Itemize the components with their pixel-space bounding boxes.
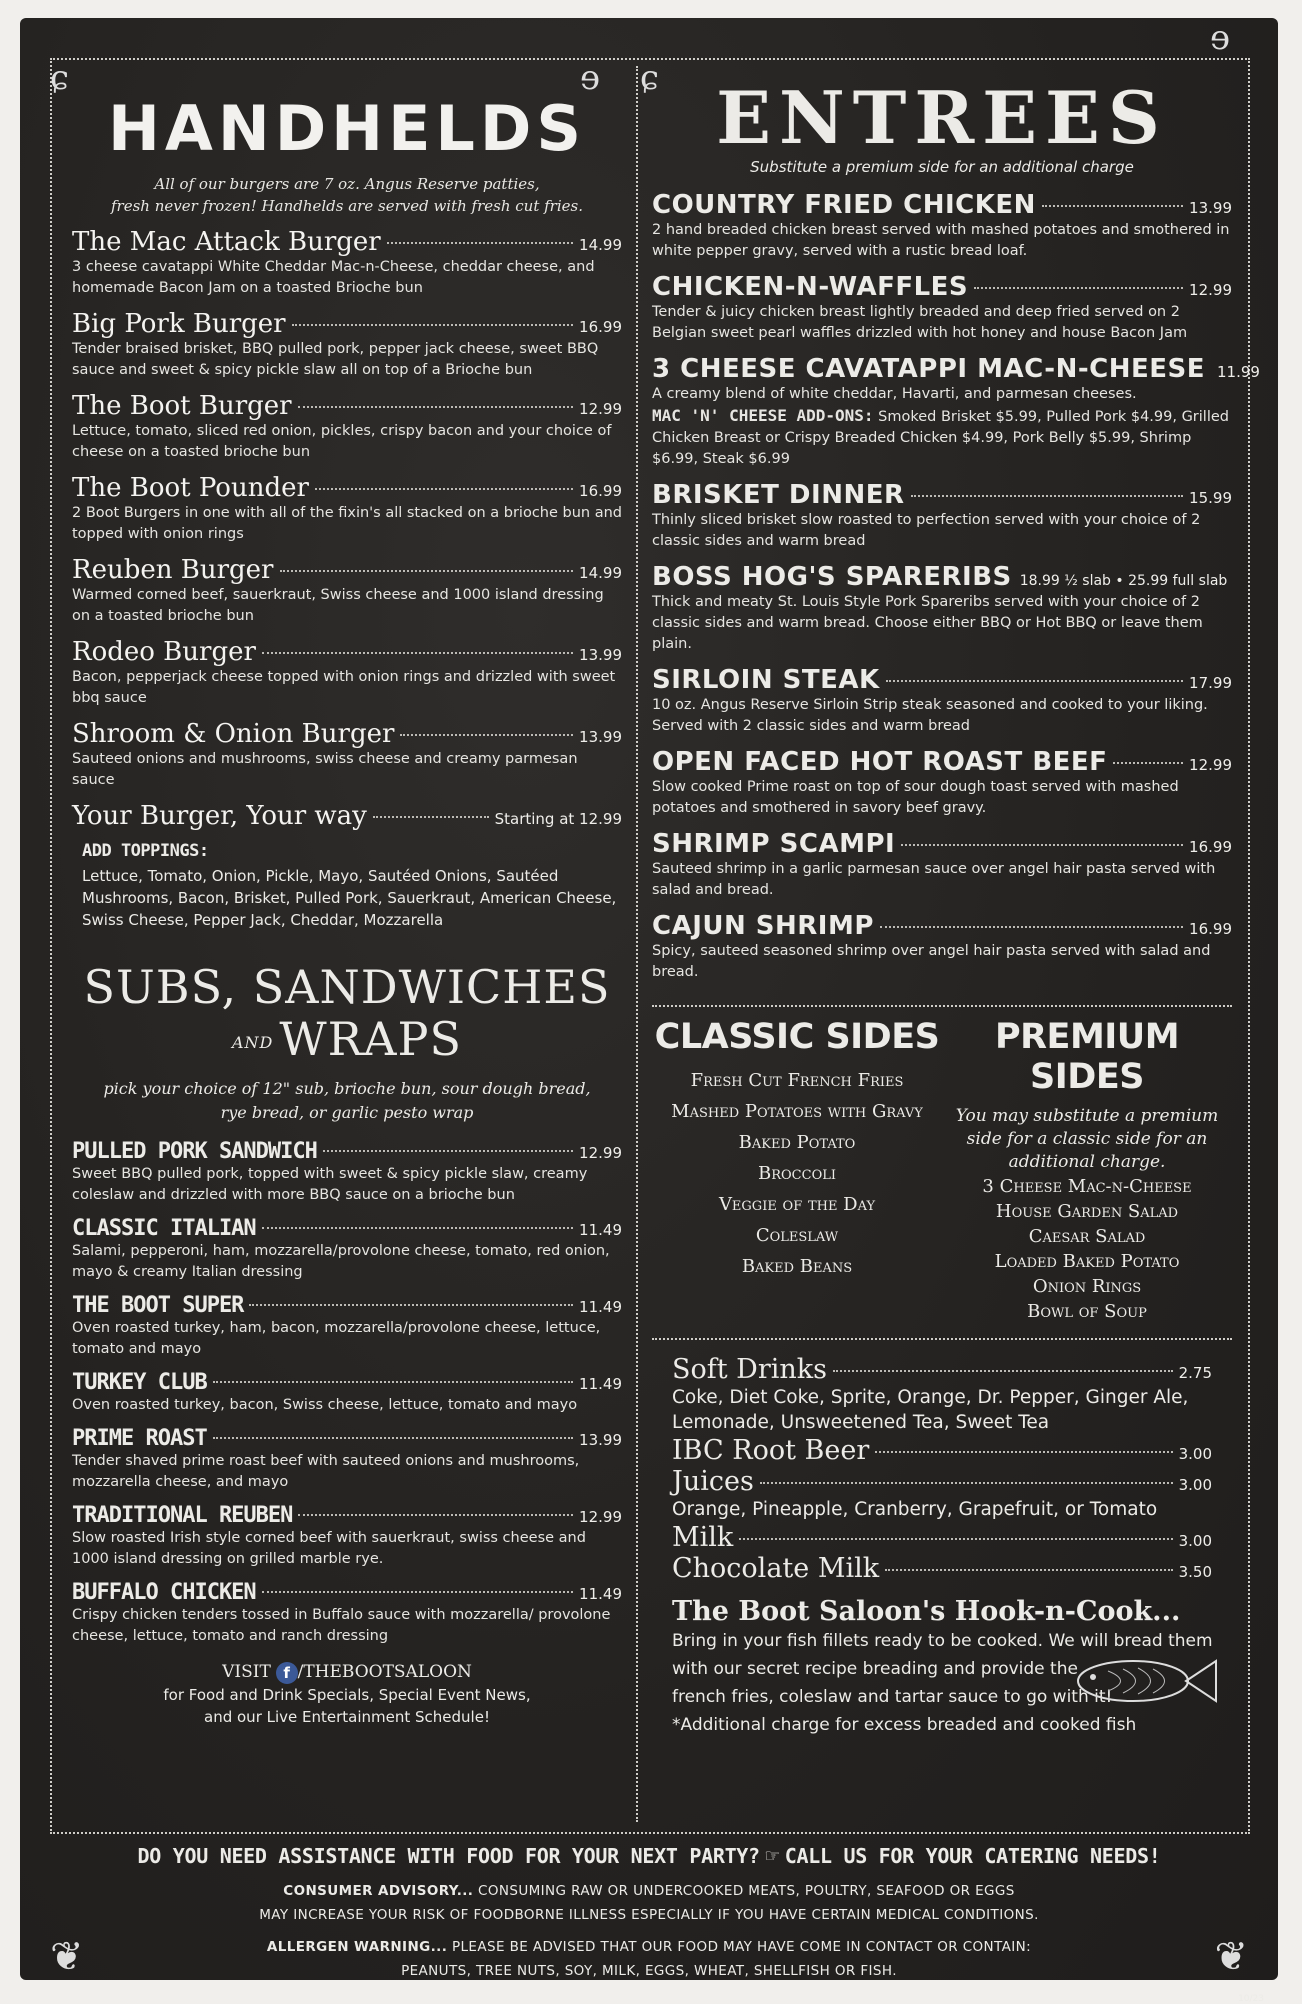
leader-dots xyxy=(315,487,573,490)
intro-line: rye bread, or garlic pesto wrap xyxy=(220,1103,474,1122)
leader-dots xyxy=(213,1380,573,1383)
item-name: Reuben Burger xyxy=(72,555,274,585)
item-name: Rodeo Burger xyxy=(72,637,256,667)
side-item: Coleslaw xyxy=(755,1225,839,1246)
item-name: THE BOOT SUPER xyxy=(72,1293,244,1318)
menu-item xyxy=(72,1139,622,1206)
sides-section xyxy=(652,1005,1232,1324)
right-column xyxy=(652,58,1260,1739)
item-name: TRADITIONAL REUBEN xyxy=(72,1503,293,1528)
item-price: 16.99 xyxy=(1189,920,1232,938)
visit-prefix: VISIT xyxy=(222,1662,271,1682)
leader-dots xyxy=(1042,204,1183,207)
menu-item xyxy=(652,829,1232,901)
item-price: 13.99 xyxy=(1189,199,1232,217)
handhelds-intro xyxy=(72,173,622,217)
drink-price: 3.00 xyxy=(1178,1476,1212,1494)
item-desc: Sauteed shrimp in a garlic parmesan sauce over angel hair pasta served with salad and bread. xyxy=(652,861,1216,898)
catering-question: DO YOU NEED ASSISTANCE WITH FOOD FOR YOUR NEXT PARTY? xyxy=(137,1844,760,1868)
toppings-heading: ADD TOPPINGS: xyxy=(82,841,209,861)
item-price: 16.99 xyxy=(579,318,622,336)
item-desc: Slow cooked Prime roast on top of sour dough toast served with mashed potatoes and smothered in savory beef gravy. xyxy=(652,779,1179,816)
side-item: Baked Beans xyxy=(741,1256,853,1277)
item-desc: Tender & juicy chicken breast lightly breaded and deep fried served on 2 Belgian sweet pearl waffles drizzled with hot honey and house Bacon Jam xyxy=(652,304,1188,341)
menu-item xyxy=(72,1503,622,1570)
premium-sides-title: PREMIUM SIDES xyxy=(994,1017,1180,1097)
menu-item xyxy=(652,354,1260,470)
item-name: TURKEY CLUB xyxy=(72,1370,207,1395)
flourish-icon: ɘ xyxy=(580,58,601,98)
menu-item xyxy=(652,480,1232,552)
subs-intro xyxy=(72,1077,622,1125)
leader-dots xyxy=(880,925,1183,928)
item-name: CHICKEN-N-WAFFLES xyxy=(652,272,969,302)
drink-price: 3.00 xyxy=(1178,1532,1212,1550)
handhelds-title: HANDHELDS xyxy=(107,92,587,165)
item-price: 11.49 xyxy=(579,1298,622,1316)
drink-price: 3.50 xyxy=(1178,1563,1212,1581)
item-price: 12.99 xyxy=(1189,281,1232,299)
item-price: 16.99 xyxy=(579,482,622,500)
item-price: 12.99 xyxy=(1189,756,1232,774)
drink-desc: Coke, Diet Coke, Sprite, Orange, Dr. Pepper, Ginger Ale, Lemonade, Unsweetened Tea, Sweet Tea xyxy=(672,1387,1189,1433)
menu-item xyxy=(72,1580,622,1647)
leader-dots xyxy=(262,1226,573,1229)
side-item: Caesar Salad xyxy=(1028,1226,1146,1247)
item-name: OPEN FACED HOT ROAST BEEF xyxy=(652,747,1108,777)
toppings-list: Lettuce, Tomato, Onion, Pickle, Mayo, Sautéed Onions, Sautéed Mushrooms, Bacon, Brisket, Pulled Pork, Sauerkraut, American Cheese, Swiss Cheese, Pepper Jack, Cheddar, Mozzarella xyxy=(82,867,617,929)
menu-item xyxy=(652,562,1232,655)
advisory-text: CONSUMING RAW OR UNDERCOOKED MEATS, POULTRY, SEAFOOD OR EGGS xyxy=(478,1883,1015,1899)
side-item: Broccoli xyxy=(758,1163,836,1184)
menu-item xyxy=(652,665,1232,737)
addons xyxy=(652,405,1232,470)
item-name: PULLED PORK SANDWICH xyxy=(72,1139,317,1164)
visit-line: and our Live Entertainment Schedule! xyxy=(204,1707,490,1726)
item-desc: Warmed corned beef, sauerkraut, Swiss cheese and 1000 island dressing on a toasted brioche bun xyxy=(72,587,604,624)
item-price: 11.49 xyxy=(579,1375,622,1393)
leader-dots xyxy=(1113,761,1183,764)
item-price: 12.99 xyxy=(579,1144,622,1162)
drink-name: Soft Drinks xyxy=(672,1354,827,1385)
item-desc: Tender shaved prime roast beef with sauteed onions and mushrooms, mozzarella cheese, and mayo xyxy=(72,1453,580,1490)
menu-item xyxy=(72,1370,622,1416)
flourish-icon: ɕ xyxy=(50,58,70,98)
hook-line: with our secret recipe breading and provide the xyxy=(672,1659,1078,1679)
item-price: 17.99 xyxy=(1189,674,1232,692)
item-name: PRIME ROAST xyxy=(72,1426,207,1451)
item-price: 14.99 xyxy=(579,236,622,254)
facebook-icon[interactable]: f xyxy=(276,1662,298,1684)
item-price: Starting at 12.99 xyxy=(494,810,622,828)
item-name: COUNTRY FRIED CHICKEN xyxy=(652,190,1036,220)
menu-item xyxy=(72,719,622,791)
leader-dots xyxy=(833,1369,1173,1372)
left-column xyxy=(72,78,622,1728)
item-name: Big Pork Burger xyxy=(72,309,286,339)
item-price: 11.99 xyxy=(1216,363,1260,381)
menu-item xyxy=(72,309,622,381)
allergen-label: ALLERGEN WARNING... xyxy=(266,1939,448,1955)
item-name: 3 CHEESE CAVATAPPI MAC-N-CHEESE xyxy=(652,354,1205,384)
classic-sides xyxy=(652,1017,942,1324)
item-price: 11.49 xyxy=(579,1221,622,1239)
column-divider xyxy=(636,66,638,1822)
leader-dots xyxy=(400,733,573,736)
and-word: AND xyxy=(232,1033,274,1052)
drink-price: 3.00 xyxy=(1178,1445,1212,1463)
item-desc: Spicy, sauteed seasoned shrimp over angel hair pasta served with salad and bread. xyxy=(652,943,1211,980)
fish-icon xyxy=(1068,1651,1218,1711)
item-name: SHRIMP SCAMPI xyxy=(652,829,896,859)
item-desc: Sweet BBQ pulled pork, topped with sweet & spicy pickle slaw, creamy coleslaw and drizzled with more BBQ sauce on a brioche bun xyxy=(72,1166,588,1203)
subs-title-line xyxy=(72,1013,622,1069)
entrees-subtitle: Substitute a premium side for an additional charge xyxy=(750,158,1134,176)
footer xyxy=(20,1844,1278,2004)
menu-item xyxy=(652,190,1232,262)
leader-dots xyxy=(262,651,573,654)
side-item: Mashed Potatoes with Gravy xyxy=(671,1101,923,1122)
item-price: 18.99 ½ slab • 25.99 full slab xyxy=(1019,573,1228,589)
leader-dots xyxy=(213,1436,573,1439)
hook-title: The Boot Saloon's Hook-n-Cook... xyxy=(672,1596,1181,1627)
side-item: 3 Cheese Mac-n-Cheese xyxy=(982,1176,1192,1197)
item-desc: Salami, pepperoni, ham, mozzarella/provolone cheese, tomato, red onion, mayo & creamy Italian dressing xyxy=(72,1243,610,1280)
leader-dots xyxy=(373,815,489,818)
drink-name: Chocolate Milk xyxy=(672,1553,880,1584)
menu-item xyxy=(652,272,1232,344)
allergen-text: PLEASE BE ADVISED THAT OUR FOOD MAY HAVE COME IN CONTACT OR CONTAIN: xyxy=(451,1939,1032,1955)
facebook-handle[interactable]: /THEBOOTSALOON xyxy=(297,1662,472,1682)
item-price: 13.99 xyxy=(579,646,622,664)
item-name: The Boot Pounder xyxy=(72,473,309,503)
classic-sides-title: CLASSIC SIDES xyxy=(654,1017,940,1057)
subs-title-line: SUBS, SANDWICHES xyxy=(83,960,611,1014)
pointing-hand-icon: ☞ xyxy=(765,1844,779,1869)
premium-note: You may substitute a premium side for a classic side for an additional charge. xyxy=(955,1106,1219,1172)
leader-dots xyxy=(875,1450,1172,1453)
flourish-icon: ɘ xyxy=(1210,18,1231,58)
item-name: CLASSIC ITALIAN xyxy=(72,1216,256,1241)
leader-dots xyxy=(911,494,1184,497)
item-name: Your Burger, Your way xyxy=(72,801,367,831)
menu-board xyxy=(20,18,1278,2004)
entrees-title: ENTREES xyxy=(716,75,1168,160)
addons-heading: MAC 'N' CHEESE ADD-ONS: xyxy=(652,406,874,425)
menu-item xyxy=(72,1426,622,1493)
item-desc: 2 Boot Burgers in one with all of the fixin's all stacked on a brioche bun and topped with onion rings xyxy=(72,505,622,542)
subs-title xyxy=(72,961,622,1069)
item-price: 13.99 xyxy=(579,1431,622,1449)
leader-dots xyxy=(885,1568,1172,1571)
drink-name: Milk xyxy=(672,1522,734,1553)
leader-dots xyxy=(298,1513,573,1516)
premium-sides xyxy=(942,1017,1232,1324)
item-desc: Oven roasted turkey, ham, bacon, mozzarella/provolone cheese, lettuce, tomato and mayo xyxy=(72,1320,601,1357)
hook-line: Bring in your fish fillets ready to be cooked. We will bread them xyxy=(672,1631,1213,1651)
side-item: Veggie of the Day xyxy=(718,1194,876,1215)
advisory-label: CONSUMER ADVISORY... xyxy=(283,1883,474,1899)
item-name: BUFFALO CHICKEN xyxy=(72,1580,256,1605)
item-desc: Tender braised brisket, BBQ pulled pork, pepper jack cheese, sweet BBQ sauce and sweet & spicy pickle slaw all on top of a Brioche bun xyxy=(72,341,599,378)
item-price: 11.49 xyxy=(579,1585,622,1603)
side-item: Loaded Baked Potato xyxy=(994,1251,1180,1272)
leader-dots xyxy=(974,286,1183,289)
advisory-text: MAY INCREASE YOUR RISK OF FOODBORNE ILLNESS ESPECIALLY IF YOU HAVE CERTAIN MEDICAL CONDITIONS. xyxy=(259,1907,1039,1923)
menu-item xyxy=(72,637,622,709)
leader-dots xyxy=(760,1481,1173,1484)
leader-dots xyxy=(901,843,1183,846)
item-name: BOSS HOG'S SPARERIBS xyxy=(652,562,1012,592)
menu-item xyxy=(72,473,622,545)
flourish-icon: ɕ xyxy=(640,58,660,98)
item-price: 16.99 xyxy=(1189,838,1232,856)
drink-price: 2.75 xyxy=(1178,1364,1212,1382)
addons-list: Smoked Brisket $5.99, Pulled Pork $4.99, Grilled Chicken Breast or Crispy Breaded Chicken $4.99, Pork Belly $5.99, Shrimp $6.99, Steak $6.99 xyxy=(652,409,1229,467)
item-name: BRISKET DINNER xyxy=(652,480,905,510)
scroll-ornament-icon: ❦ xyxy=(50,1934,84,1980)
leader-dots xyxy=(886,679,1183,682)
item-desc: Thick and meaty St. Louis Style Pork Spareribs served with your choice of 2 classic sides and warm bread. Choose either BBQ or Hot BBQ or leave them plain. xyxy=(652,594,1203,652)
leader-dots xyxy=(249,1303,573,1306)
menu-item xyxy=(652,911,1232,983)
item-desc: 2 hand breaded chicken breast served with mashed potatoes and smothered in white pepper gravy, served with a rustic bread loaf. xyxy=(652,222,1230,259)
leader-dots xyxy=(739,1537,1172,1540)
item-desc: 10 oz. Angus Reserve Sirloin Strip steak seasoned and cooked to your liking. Served with 2 classic sides and warm bread xyxy=(652,697,1208,734)
menu-item xyxy=(72,801,622,831)
drink-name: IBC Root Beer xyxy=(672,1435,870,1466)
item-price: 14.99 xyxy=(579,564,622,582)
leader-dots xyxy=(262,1590,573,1593)
allergen-text: PEANUTS, TREE NUTS, SOY, MILK, EGGS, WHEAT, SHELLFISH OR FISH. xyxy=(401,1963,897,1979)
item-desc: 3 cheese cavatappi White Cheddar Mac-n-Cheese, cheddar cheese, and homemade Bacon Jam on a toasted Brioche bun xyxy=(72,259,595,296)
item-desc: Crispy chicken tenders tossed in Buffalo sauce with mozzarella/ provolone cheese, lettuce, tomato and ranch dressing xyxy=(72,1607,611,1644)
menu-item xyxy=(72,1293,622,1360)
leader-dots xyxy=(323,1149,573,1152)
item-price: 15.99 xyxy=(1189,489,1232,507)
item-price: 12.99 xyxy=(579,1508,622,1526)
catering-line xyxy=(20,1844,1278,1869)
intro-line: pick your choice of 12" sub, brioche bun, sour dough bread, xyxy=(103,1079,591,1098)
menu-item xyxy=(72,1216,622,1283)
subs-title-word: WRAPS xyxy=(279,1012,462,1066)
drink-name: Juices xyxy=(672,1466,754,1497)
item-name: The Mac Attack Burger xyxy=(72,227,381,257)
menu-item xyxy=(72,391,622,463)
visit-line: for Food and Drink Specials, Special Event News, xyxy=(163,1685,531,1704)
print-code: 10/23 xyxy=(1238,1994,1264,2004)
item-price: 13.99 xyxy=(579,728,622,746)
menu-item xyxy=(652,747,1232,819)
item-desc: Thinly sliced brisket slow roasted to perfection served with your choice of 2 classic sides and warm bread xyxy=(652,512,1201,549)
side-item: Fresh Cut French Fries xyxy=(690,1070,904,1091)
item-desc: Oven roasted turkey, bacon, Swiss cheese, lettuce, tomato and mayo xyxy=(72,1397,578,1413)
item-desc: Sauteed onions and mushrooms, swiss cheese and creamy parmesan sauce xyxy=(72,751,578,788)
item-price: 12.99 xyxy=(579,400,622,418)
side-item: Bowl of Soup xyxy=(1027,1301,1147,1322)
item-name: SIRLOIN STEAK xyxy=(652,665,880,695)
leader-dots xyxy=(292,323,573,326)
side-item: Onion Rings xyxy=(1032,1276,1142,1297)
item-desc: Slow roasted Irish style corned beef with sauerkraut, swiss cheese and 1000 island dressing on grilled marble rye. xyxy=(72,1530,586,1567)
item-desc: A creamy blend of white cheddar, Havarti, and parmesan cheeses. xyxy=(652,386,1137,402)
side-item: Baked Potato xyxy=(738,1132,856,1153)
leader-dots xyxy=(387,241,573,244)
item-desc: Lettuce, tomato, sliced red onion, pickles, crispy bacon and your choice of cheese on a toasted brioche bun xyxy=(72,423,612,460)
scroll-ornament-icon: ❦ xyxy=(1214,1934,1248,1980)
leader-dots xyxy=(280,569,574,572)
menu-item xyxy=(72,227,622,299)
hook-line: *Additional charge for excess breaded and cooked fish xyxy=(672,1715,1137,1735)
item-name: The Boot Burger xyxy=(72,391,292,421)
drink-desc: Orange, Pineapple, Cranberry, Grapefruit, or Tomato xyxy=(672,1499,1158,1520)
hook-line: french fries, coleslaw and tartar sauce to go with it! xyxy=(672,1687,1113,1707)
item-name: CAJUN SHRIMP xyxy=(652,911,874,941)
catering-callout: CALL US FOR YOUR CATERING NEEDS! xyxy=(784,1844,1161,1868)
intro-line: All of our burgers are 7 oz. Angus Reserve patties, xyxy=(154,175,540,193)
item-name: Shroom & Onion Burger xyxy=(72,719,395,749)
drinks-section xyxy=(652,1338,1232,1584)
advisory xyxy=(20,1879,1278,1983)
intro-line: fresh never frozen! Handhelds are served with fresh cut fries. xyxy=(111,197,583,215)
leader-dots xyxy=(298,405,573,408)
side-item: House Garden Salad xyxy=(995,1201,1179,1222)
item-desc: Bacon, pepperjack cheese topped with onion rings and drizzled with sweet bbq sauce xyxy=(72,669,616,706)
menu-item xyxy=(72,555,622,627)
social-visit xyxy=(72,1661,622,1728)
